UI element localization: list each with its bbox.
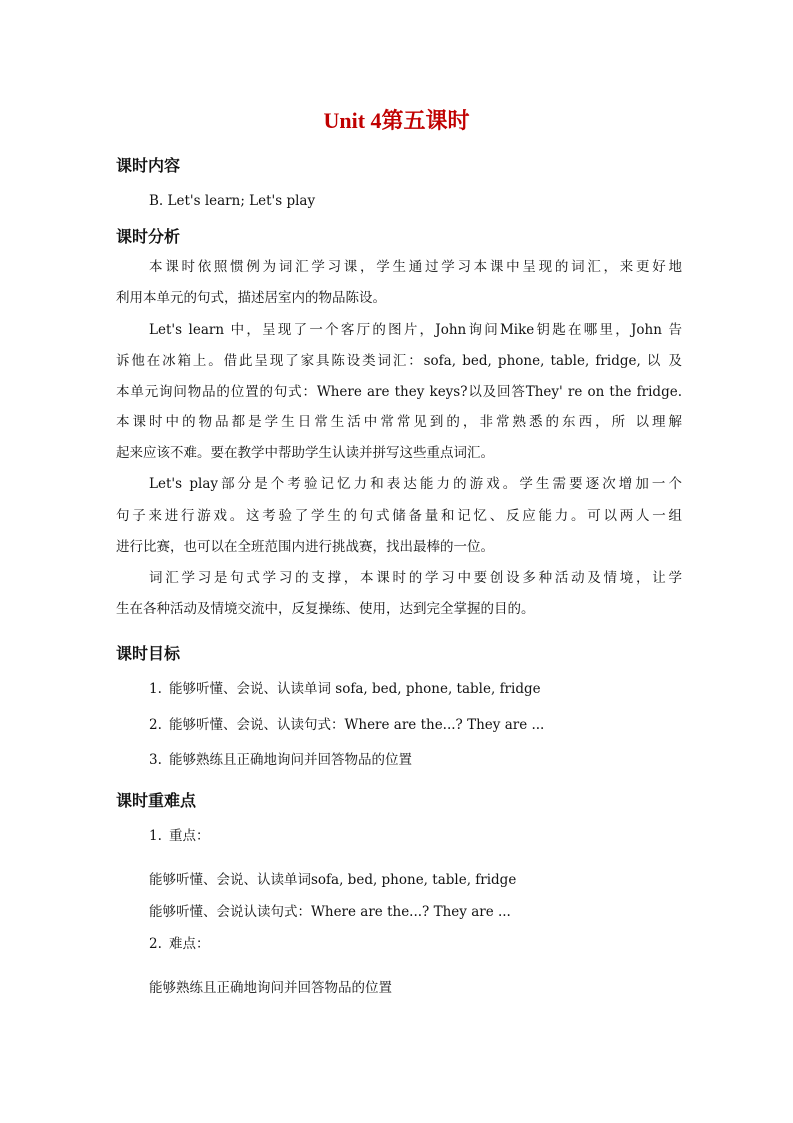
list-number: 1. [149,828,162,844]
analysis-paragraph-line: 本课时依照惯例为词汇学习课，学生通过学习本课中呈现的词汇，来更好地 [149,259,682,275]
analysis-paragraph-line: 进行比赛，也可以在全班范围内进行挑战赛，找出最棒的一位。 [116,539,494,555]
section-heading-goals: 课时目标 [116,644,181,663]
analysis-paragraph-line: 本单元询问物品的位置的句式：Where are they keys?以及回答They' re on the fridge. [116,384,682,400]
section-heading-analysis: 课时分析 [116,227,181,246]
analysis-paragraph-line: 起来应该不难。要在教学中帮助学生认读并拼写这些重点词汇。 [116,445,494,461]
keypoint-line: 能够听懂、会说认读句式：Where are the...? They are ... [149,904,511,920]
list-number: 2. [149,717,162,733]
keypoint-line: 能够听懂、会说、认读单词sofa, bed, phone, table, fridge [149,872,517,888]
goal-text: 能够听懂、会说、认读单词 sofa, bed, phone, table, fridge [169,681,541,697]
content-text: B. Let's learn; Let's play [149,193,316,209]
keypoint-item [149,826,210,846]
analysis-paragraph-line: 利用本单元的句式，描述居室内的物品陈设。 [116,290,386,306]
analysis-paragraph-line: Let's learn 中，呈现了一个客厅的图片，John询问Mike钥匙在哪里，John 告 [149,322,682,338]
keypoint-item [149,934,210,954]
list-number: 3. [149,752,162,768]
analysis-paragraph-line: 词汇学习是句式学习的支撑，本课时的学习中要创设多种活动及情境，让学 [149,570,682,586]
analysis-paragraph-line: Let's play部分是个考验记忆力和表达能力的游戏。学生需要逐次增加一个 [149,476,682,492]
analysis-paragraph-line: 句子来进行游戏。这考验了学生的句式储备量和记忆、反应能力。可以两人一组 [116,508,682,524]
analysis-paragraph-line: 诉他在冰箱上。借此呈现了家具陈设类词汇：sofa, bed, phone, table, fridge, 以 及 [116,353,682,369]
goal-text: 能够熟练且正确地询问并回答物品的位置 [169,752,412,768]
goal-text: 能够听懂、会说、认读句式：Where are the...? They are ... [169,717,545,733]
section-heading-content: 课时内容 [116,156,181,175]
keypoint-label: 重点： [169,828,210,844]
goal-item [149,715,544,735]
list-number: 2. [149,936,162,952]
analysis-paragraph-line: 生在各种活动及情境交流中，反复操练、使用，达到完全掌握的目的。 [116,601,535,617]
keypoint-line: 能够熟练且正确地询问并回答物品的位置 [149,980,392,996]
document-title: Unit 4第五课时 [323,108,470,133]
section-heading-keypoints: 课时重难点 [116,791,197,810]
list-number: 1. [149,681,162,697]
goal-item [149,750,412,770]
keypoint-label: 难点： [169,936,210,952]
analysis-paragraph-line: 本课时中的物品都是学生日常生活中常常见到的，非常熟悉的东西，所 以理解 [116,414,682,430]
goal-item [149,679,541,699]
